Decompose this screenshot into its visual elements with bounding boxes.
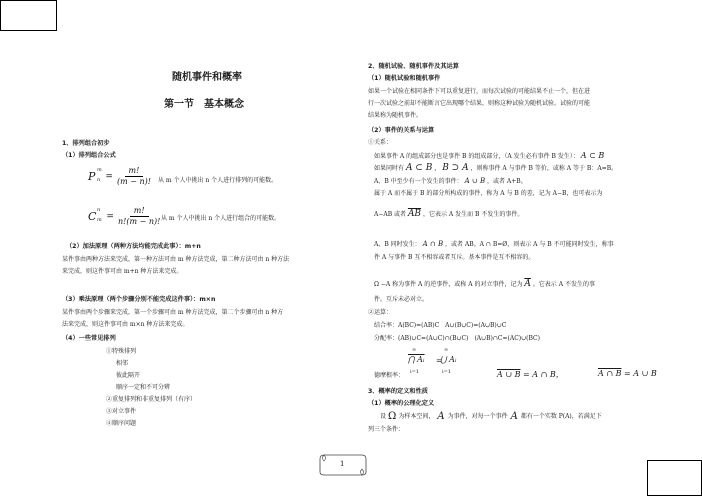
section-title: 第一节 基本概念 [164,99,244,110]
relation-6-text-b: ，或者 AB。A ∩ B=Ø，则表示 A 与 B 不可能同时发生，称事 [445,241,614,248]
perm-symbol [88,167,102,183]
permutation-formula [88,166,151,187]
perm-equals: = [105,171,113,182]
demorgan-equals: = [436,357,442,365]
relation-5-text-b: ，它表示 A 发生而 B 不发生的事件。 [422,211,524,218]
relation-line-9: 件。互斥未必对立。 [374,296,429,303]
definition-text-d: 都有一个实数 P(A)，若满足下 [520,413,602,420]
relation-line-1 [374,152,604,161]
event-a-symbol-2: A [510,411,518,422]
multiplication-text-line-2: 法来完成，则这件事可由 m×n 种方法来完成。 [62,321,189,328]
intersection-symbol: A ∩ B [422,240,444,248]
heading-experiment-and-event: （1）随机试验和随机事件 [368,75,441,82]
heading-axiomatic-definition: （1）概率的公理化定义 [368,400,435,407]
superset-symbol: B ⊃ A [442,163,469,173]
heading-event-relations: （2）事件的关系与运算 [368,127,435,134]
list-item: 相邻 [116,360,129,367]
relation-3-text-a: A、B 中至少有一个发生的事件： [374,178,463,185]
relation-line-4: 属于 A 而不属于 B 的部分所构成的事件，称为 A 与 B 的差，记为 A−B，也可表示为 [374,190,603,197]
relation-2-text-b: ，则称事件 A 与事件 B 等价，或称 A 等于 B：A=B。 [470,165,618,172]
associative-law: 结合率：A(BC)=(AB)C A∪(B∪C)=(A∪B)∪C [374,322,507,329]
comb-symbol [88,207,102,223]
bottom-right-corner-box [647,460,702,496]
relation-8-text-a: Ω −A 称为事件 A 的逆事件，或称 A 的对立事件，记为 [374,281,523,288]
list-item: ②重复排列和非重复排列（有序） [106,396,197,403]
demorgan-top-2: ∞ [444,347,449,353]
event-a-symbol: A [437,411,445,422]
demorgan-3-lhs: A ∩ B [598,369,622,378]
comb-sub: m [97,217,102,223]
perm-base: P [88,170,96,183]
perm-denominator: (m − n)! [116,177,151,186]
comb-fraction [118,206,160,227]
relation-5-text-a: A−AB 或者 [374,211,407,218]
relation-line-7: 件 A 与事件 B 互不相容或者互斥。基本事件是互不相容的。 [374,254,535,261]
comb-sup: n [97,207,101,213]
list-item: 顺序一定和不可分辨 [116,384,171,391]
relation-6-text-a: A、B 同时发生： [374,241,421,248]
list-item: ③对立事件 [106,408,137,415]
combination-formula [88,206,160,227]
comb-base: C [88,210,97,223]
comb-equals: = [106,211,114,222]
heading-formulas: （1）排列组合公式 [62,152,116,159]
definition-text-b: 为样本空间， [398,413,435,420]
relation-1-text: 如果事件 A 的组成部分也是事件 B 的组成部分，（A 发生必有事件 B 发生）： [374,153,579,160]
page-number-badge [318,452,368,478]
addition-text-line-2: 来完成，则这件事可由 m+n 种方法来完成。 [62,268,183,275]
heading-common-permutations: （4）一些常见排列 [62,335,116,342]
relation-line-6 [374,240,614,249]
demorgan-lhs: ⋂ Aᵢ [408,355,425,364]
relation-2-text-a: 如果同时有 [374,165,405,172]
relation-8-text-b: 。它表示 A 不发生的事 [532,281,595,288]
relation-line-2 [374,164,617,173]
subset-symbol-2: A ⊂ B [405,163,433,173]
perm-sup: m [97,167,102,173]
perm-sub: n [97,177,101,183]
page-number: 1 [340,460,345,468]
subset-symbol: A ⊂ B [580,151,605,160]
demorgan-formula-rhs [440,347,470,383]
relations-label: ①关系： [368,139,393,146]
relation-line-5 [374,210,523,219]
union-symbol: A ∪ B [464,177,486,185]
experiment-text-line-1: 如果一个试验在相同条件下可以重复进行，而每次试验的可能结果不止一个，但在进 [368,88,591,95]
relation-line-8 [374,280,595,289]
permutation-list [106,346,196,430]
definition-line-1 [380,413,602,421]
list-item: ④顺序问题 [106,420,137,427]
addition-text-line-1: 某件事由两种方法来完成，第一种方法可由 m 种方法完成，第二种方法可由 n 种方法 [62,256,290,263]
multiplication-text-line-1: 某件事由两个步骤来完成，第一个步骤可由 m 种方法完成，第二个步骤可由 n 种方 [62,309,284,316]
demorgan-sub-2: i=1 [442,369,451,375]
demorgan-3-rhs: = A ∪ B [624,369,657,378]
experiment-text-line-2: 行一次试验之前却不能断言它出现哪个结果，则称这种试验为随机试验。试验的可能 [368,100,591,107]
heading-addition-principle: （2）加法原理（两种方法均能完成此事）：m+n [66,243,201,250]
demorgan-2-rhs: = A ∩ B， [523,370,564,379]
heading-permutation-basics: 1、排列组合初步 [62,140,110,147]
comb-numerator: m! [130,206,149,217]
chapter-title: 随机事件和概率 [172,72,242,83]
demorgan-formula-3 [598,369,657,378]
heading-probability-definition: 3、概率的定义和性质 [368,388,428,395]
list-item: 彼此隔开 [116,372,141,379]
heading-multiplication-principle: （3）乘法原理（两个步骤分别不能完成这件事）：m×n [62,296,216,303]
comb-note: 从 m 个人中挑出 n 个人进行组合的可能数。 [161,215,281,222]
distributive-law: 分配率：(AB)∪C=(A∪C)∩(B∪C) (A∪B)∩C=(AC)∪(BC) [374,335,540,342]
top-left-corner-box [0,0,57,31]
relation-3-text-b: ，或者 A+B。 [487,178,527,185]
demorgan-2-lhs: A ∪ B [497,370,521,379]
a-bbar-symbol: $\overline{AB}$ [407,209,422,219]
operations-label: ②运算： [368,309,393,316]
heading-random-experiment: 2、随机试验、随机事件及其运算 [368,63,459,70]
definition-text-c: 为事件，对每一个事件 [447,413,508,420]
relation-2-separator: ， [434,165,441,172]
perm-fraction [117,166,151,187]
demorgan-label: 德摩根率： [374,372,405,379]
list-item: ①特殊排列 [106,348,137,355]
perm-numerator: m! [125,166,144,177]
demorgan-formula-2 [497,369,564,380]
demorgan-sub-1: i=1 [410,369,419,375]
demorgan-rhs: ⋃ Aᵢ [440,355,457,364]
perm-note: 从 m 个人中挑出 n 个人进行排列的可能数。 [158,177,278,184]
complement-symbol: $\overline{A}$ [524,279,531,289]
demorgan-top-1: ∞ [412,347,417,353]
relation-line-3 [374,177,527,186]
experiment-text-line-3: 结果称为随机事件。 [368,112,423,119]
definition-text-a: 设 [380,413,387,420]
definition-line-2: 列三个条件： [368,426,405,433]
omega-symbol: Ω [388,411,397,422]
comb-denominator: n!(m − n)! [117,217,161,226]
